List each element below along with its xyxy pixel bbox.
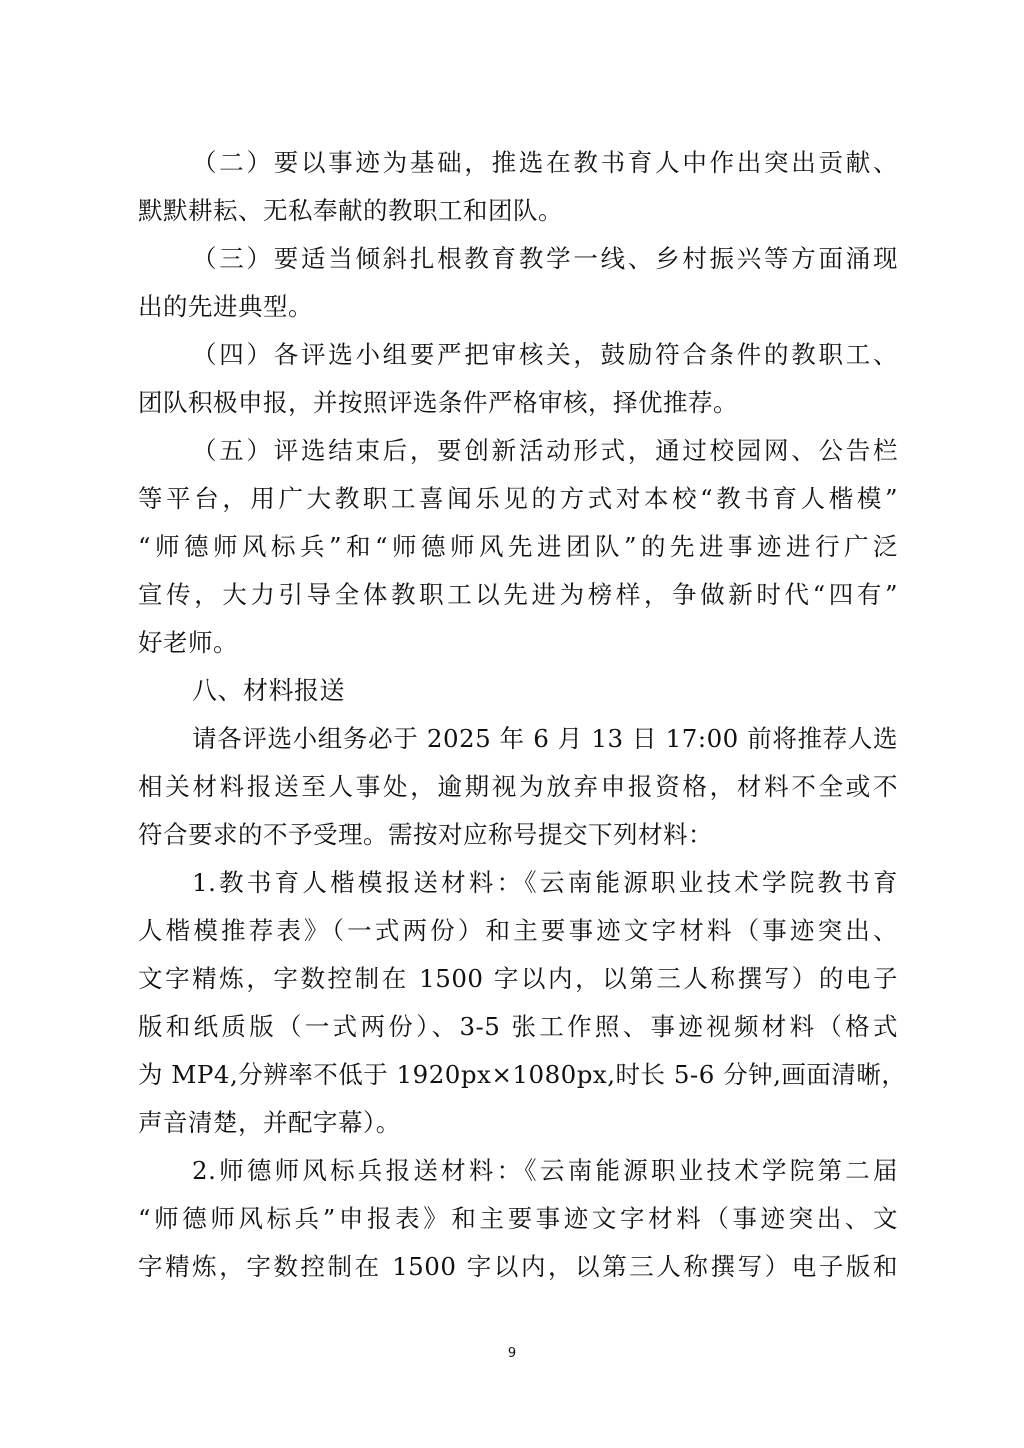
item-1-line-1: 1.教书育人楷模报送材料：《云南能源职业技术学院教书育 — [192, 868, 898, 897]
item-2-line-2: “师德师风标兵”申报表》和主要事迹文字材料（事迹突出、文 — [138, 1204, 898, 1233]
item-1-line-2: 人楷模推荐表》（一式两份）和主要事迹文字材料（事迹突出、 — [138, 916, 898, 945]
paragraph-4-line-1: （四）各评选小组要严把审核关，鼓励符合条件的教职工、 — [192, 340, 898, 369]
item-2-line-3: 字精炼，字数控制在 1500 字以内，以第三人称撰写）电子版和 — [138, 1252, 898, 1281]
section-heading: 八、材料报送 — [192, 676, 346, 705]
item-2-line-1: 2.师德师风标兵报送材料：《云南能源职业技术学院第二届 — [192, 1156, 898, 1185]
paragraph-2-line-1: （二）要以事迹为基础，推选在教书育人中作出突出贡献、 — [192, 148, 898, 177]
submission-line-2: 相关材料报送至人事处，逾期视为放弃申报资格，材料不全或不 — [138, 772, 898, 801]
paragraph-3-line-2: 出的先进典型。 — [138, 292, 313, 321]
page-number: 9 — [507, 1346, 517, 1361]
submission-line-1: 请各评选小组务必于 2025 年 6 月 13 日 17:00 前将推荐人选 — [192, 724, 898, 753]
item-1-line-6: 声音清楚，并配字幕）。 — [138, 1108, 401, 1137]
paragraph-2-line-2: 默默耕耘、无私奉献的教职工和团队。 — [138, 196, 563, 225]
paragraph-5-line-1: （五）评选结束后，要创新活动形式，通过校园网、公告栏 — [192, 436, 898, 465]
paragraph-4-line-2: 团队积极申报，并按照评选条件严格审核，择优推荐。 — [138, 388, 738, 417]
submission-line-3: 符合要求的不予受理。需按对应称号提交下列材料： — [138, 820, 713, 849]
item-1-line-3: 文字精炼，字数控制在 1500 字以内，以第三人称撰写）的电子 — [138, 964, 898, 993]
paragraph-5-line-5: 好老师。 — [138, 628, 238, 657]
paragraph-5-line-2: 等平台，用广大教职工喜闻乐见的方式对本校“教书育人楷模” — [138, 484, 898, 513]
paragraph-5-line-4: 宣传，大力引导全体教职工以先进为榜样，争做新时代“四有” — [138, 580, 898, 609]
paragraph-5-line-3: “师德师风标兵”和“师德师风先进团队”的先进事迹进行广泛 — [138, 532, 898, 561]
paragraph-3-line-1: （三）要适当倾斜扎根教育教学一线、乡村振兴等方面涌现 — [192, 244, 898, 273]
item-1-line-5: 为 MP4,分辨率不低于 1920px×1080px,时长 5-6 分钟,画面清晰， — [138, 1060, 907, 1089]
item-1-line-4: 版和纸质版（一式两份）、3-5 张工作照、事迹视频材料（格式 — [138, 1012, 898, 1041]
